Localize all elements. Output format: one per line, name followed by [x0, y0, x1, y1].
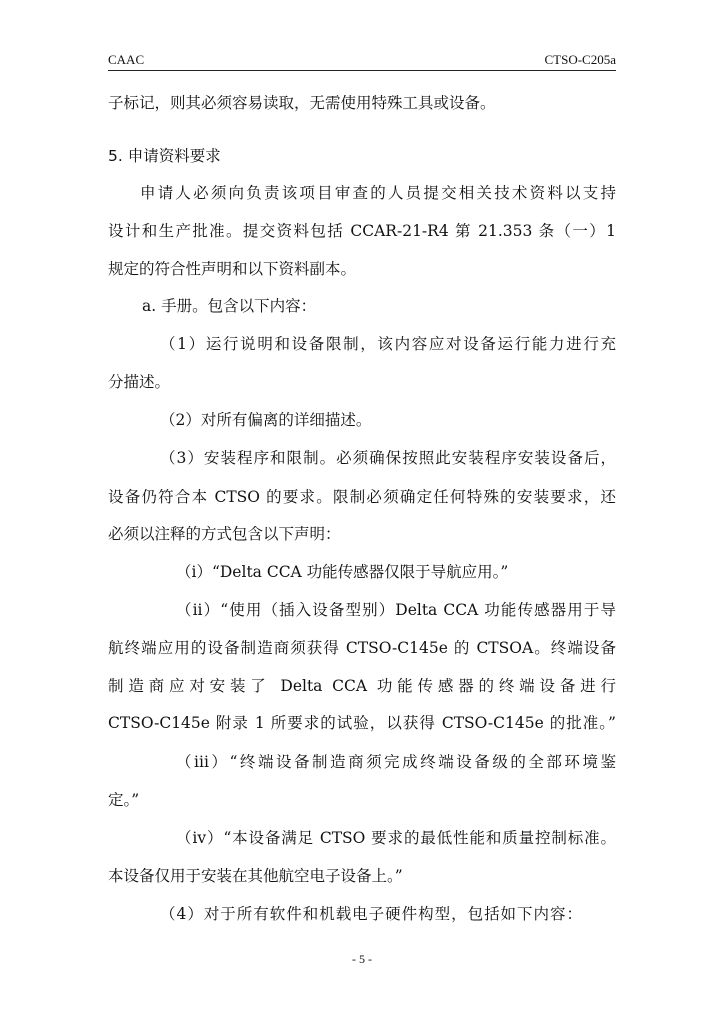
text-line: （iii）“终端设备制造商须完成终端设备级的全部环境鉴 [176, 753, 616, 771]
text-line: CTSO-C145e 附录 1 所要求的试验，以获得 CTSO-C145e 的批准。” [108, 714, 616, 732]
text-line: 制造商应对安装了 Delta CCA 功能传感器的终端设备进行 [108, 677, 616, 695]
text-line: （4）对于所有软件和机载电子硬件构型，包括如下内容： [160, 905, 582, 923]
text-line: 设备仍符合本 CTSO 的要求。限制必须确定任何特殊的安装要求，还 [108, 488, 616, 506]
text-line: 航终端应用的设备制造商须获得 CTSO-C145e 的 CTSOA。终端设备 [108, 639, 616, 657]
text-line: （3）安装程序和限制。必须确保按照此安装程序安装设备后， [160, 449, 616, 467]
text-line: 设计和生产批准。提交资料包括 CCAR-21-R4 第 21.353 条（一）1 [108, 222, 616, 240]
text-line: （1）运行说明和设备限制，该内容应对设备运行能力进行充 [160, 335, 616, 353]
text-line: （ii）“使用（插入设备型别）Delta CCA 功能传感器用于导 [176, 601, 616, 619]
header-right: CTSO-C205a [544, 52, 616, 67]
text-line: 必须以注释的方式包含以下声明： [108, 525, 341, 543]
text-line: 本设备仅用于安装在其他航空电子设备上。” [108, 867, 403, 885]
header-rule [108, 70, 616, 71]
text-line: （2）对所有偏离的详细描述。 [160, 411, 372, 429]
text-line: 分描述。 [108, 373, 171, 391]
text-line: （i）“Delta CCA 功能传感器仅限于导航应用。” [176, 563, 509, 581]
header-left: CAAC [108, 52, 145, 67]
text-line: 规定的符合性声明和以下资料副本。 [108, 260, 357, 278]
list-heading: a. 手册。包含以下内容： [142, 297, 317, 315]
page-number: - 5 - [352, 952, 372, 966]
section-heading: 5. 申请资料要求 [108, 147, 221, 165]
text-line: （iv）“本设备满足 CTSO 要求的最低性能和质量控制标准。 [176, 829, 616, 847]
text-line: 定。” [108, 791, 140, 809]
text-line: 子标记，则其必须容易读取，无需使用特殊工具或设备。 [108, 94, 496, 112]
text-line: 申请人必须向负责该项目审查的人员提交相关技术资料以支持 [140, 184, 616, 202]
